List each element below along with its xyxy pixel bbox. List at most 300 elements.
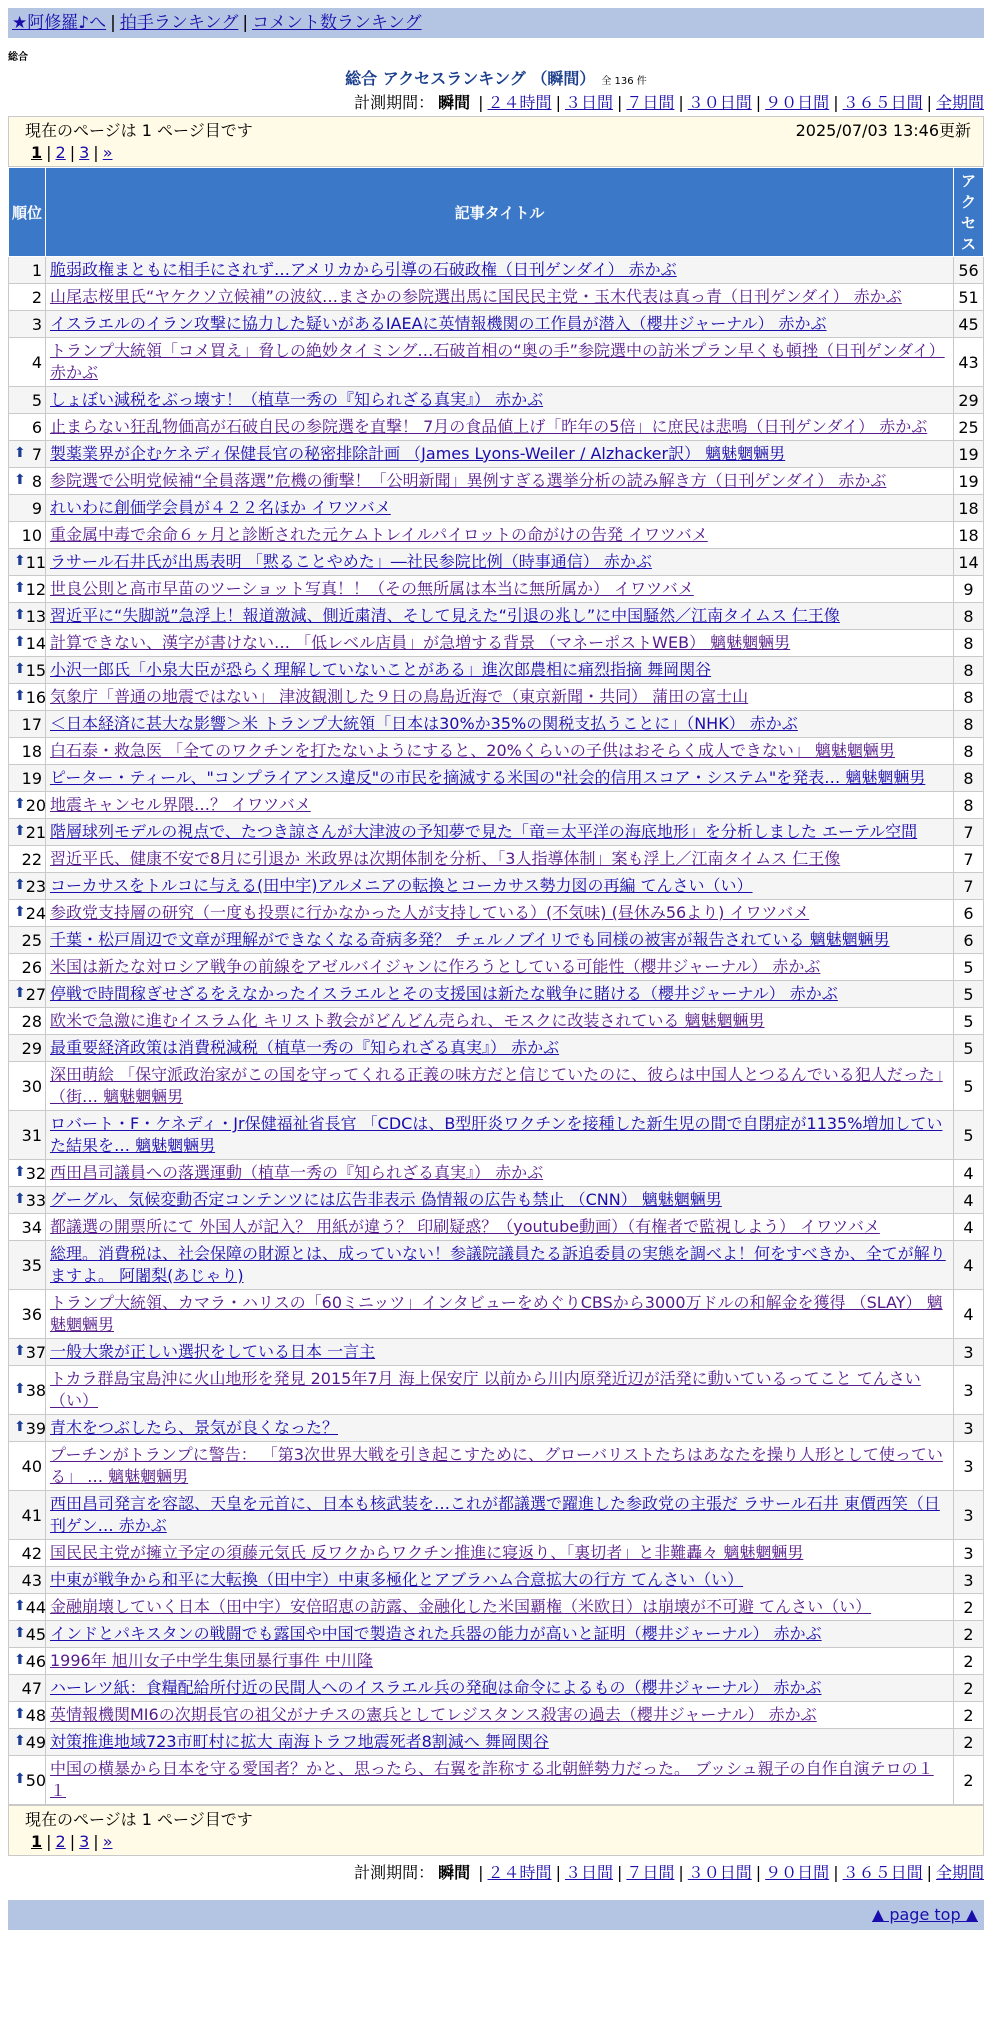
access-count: 3: [954, 1415, 984, 1442]
table-row: [9, 387, 984, 414]
access-count: 4: [954, 1290, 984, 1339]
table-row: [9, 765, 984, 792]
title-cell: [46, 630, 954, 657]
separator: |: [93, 1832, 99, 1851]
rank-number: 31: [21, 1125, 42, 1145]
article-link[interactable]: 地震キャンセル界隈…？ イワツバメ: [50, 795, 311, 814]
article-link[interactable]: 青木をつぶしたら、景気が良くなった？: [50, 1418, 339, 1437]
table-row: [9, 1241, 984, 1290]
access-count: 2: [954, 1675, 984, 1702]
article-link[interactable]: 中東が戦争から和平に大転換（田中宇）中東多極化とアブラハム合意拡大の行方 てんさい（い）: [50, 1570, 744, 1589]
table-row: [9, 441, 984, 468]
rank-number: 39: [25, 1418, 47, 1438]
table-row: [9, 549, 984, 576]
rank-number: 9: [31, 498, 42, 518]
top-nav-bar: [8, 8, 984, 38]
article-link[interactable]: トカラ群島宝島沖に火山地形を発見 2015年7月 海上保安庁 以前から川内原発近辺が活発に動いているってこと てんさい（い）: [50, 1369, 921, 1410]
article-link[interactable]: 一般大衆が正しい選択をしている日本 一言主: [50, 1342, 376, 1361]
rank-cell: [9, 1567, 46, 1594]
article-link[interactable]: 脆弱政権まともに相手にされず…アメリカから引導の石破政権（日刊ゲンダイ） 赤かぶ: [50, 260, 677, 279]
pager-bottom-page-3[interactable]: »: [102, 1832, 113, 1851]
article-link[interactable]: 習近平に“失脚説”急浮上！報道激減、側近粛清、そして見えた“引退の兆し”に中国騒然／江南タイムス 仁王像: [50, 606, 840, 625]
article-link[interactable]: 白石泰・救急医 「全てのワクチンを打たないようにすると、20%くらいの子供はおそらく成人できない」 魑魅魍魎男: [50, 741, 895, 760]
article-link[interactable]: イスラエルのイラン攻撃に協力した疑いがあるIAEAに英情報機関の工作員が潜入（櫻井ジャーナル） 赤かぶ: [50, 314, 827, 333]
link-comment-ranking[interactable]: コメント数ランキング: [252, 13, 422, 33]
rank-number: 46: [25, 1651, 47, 1671]
access-count: 2: [954, 1702, 984, 1729]
access-count: 4: [954, 1160, 984, 1187]
rank-number: 22: [21, 849, 42, 869]
rank-cell: [9, 630, 46, 657]
article-link[interactable]: 総理。消費税は、社会保障の財源とは、成っていない！参議院議員たる訴追委員の実態を調べよ！何をすべきか、全てが解りますよ。 阿闍梨(あじゃり): [50, 1244, 946, 1285]
separator: |: [555, 1863, 561, 1882]
pager-bottom: [25, 1831, 971, 1855]
rank-number: 43: [21, 1570, 42, 1590]
table-row: [9, 1035, 984, 1062]
rank-up-arrow-icon: ⬆: [14, 903, 26, 920]
article-link[interactable]: れいわに創価学会員が４２２名ほか イワツバメ: [50, 498, 391, 517]
rank-cell: [9, 1062, 46, 1111]
title-cell: [46, 338, 954, 387]
access-count: 4: [954, 1214, 984, 1241]
access-count: 19: [954, 441, 984, 468]
table-row: [9, 1729, 984, 1756]
access-count: 18: [954, 522, 984, 549]
article-link[interactable]: トランプ大統領「コメ買え」脅しの絶妙タイミング…石破首相の“奥の手”参院選中の訪米プラン早くも頓挫（日刊ゲンダイ） 赤かぶ: [50, 341, 945, 382]
rank-cell: [9, 311, 46, 338]
article-link[interactable]: 階層球列モデルの視点で、たつき諒さんが大津波の予知夢で見た「竜＝太平洋の海底地形」を分析しました エーテル空間: [50, 822, 918, 841]
rank-number: 7: [31, 444, 42, 464]
rank-number: 23: [25, 876, 47, 896]
title-cell: [46, 1187, 954, 1214]
article-link[interactable]: 止まらない狂乱物価高が石破自民の参院選を直撃！ 7月の食品値上げ「昨年の5倍」に庶民は悲鳴（日刊ゲンダイ） 赤かぶ: [50, 417, 928, 436]
table-row: [9, 927, 984, 954]
pager-bottom-current-page: 1: [31, 1832, 43, 1851]
rank-cell: [9, 1339, 46, 1366]
table-row: [9, 1290, 984, 1339]
rank-up-arrow-icon: ⬆: [14, 1597, 26, 1614]
rank-cell: [9, 873, 46, 900]
title-cell: [46, 1648, 954, 1675]
article-link[interactable]: ピーター・ティール、"コンプライアンス違反"の市民を摘滅する米国の"社会的信用スコア・システム"を発表… 魑魅魍魎男: [50, 768, 926, 787]
rank-number: 42: [21, 1543, 42, 1563]
access-count: 8: [954, 792, 984, 819]
header-title: 記事タイトル: [46, 168, 954, 257]
rank-up-arrow-icon: ⬆: [14, 984, 26, 1001]
article-link[interactable]: 小沢一郎氏「小泉大臣が恐らく理解していないことがある」進次郎農相に痛烈指摘 舞岡関谷: [50, 660, 712, 679]
table-row: [9, 792, 984, 819]
article-link[interactable]: グーグル、気候変動否定コンテンツには広告非表示 偽情報の広告も禁止 （CNN） 魑魅魍魎男: [50, 1190, 722, 1209]
article-link[interactable]: コーカサスをトルコに与える(田中宇)アルメニアの転換とコーカサス勢力図の再編 てんさい（い）: [50, 876, 753, 895]
period-bottom-link-4[interactable]: ９０日間: [765, 1863, 830, 1882]
rank-number: 49: [25, 1732, 47, 1752]
access-count: 7: [954, 846, 984, 873]
rank-up-arrow-icon: ⬆: [14, 1770, 26, 1787]
rank-number: 19: [21, 768, 42, 788]
table-row: [9, 738, 984, 765]
article-link[interactable]: 世良公則と高市早苗のツーショット写真！！（その無所属は本当に無所属か） イワツバメ: [50, 579, 694, 598]
separator: |: [926, 1863, 932, 1882]
period-current: 瞬間: [438, 93, 471, 112]
access-count: 3: [954, 1540, 984, 1567]
title-cell: [46, 900, 954, 927]
ranking-table: [8, 167, 984, 1805]
rank-number: 32: [25, 1163, 47, 1183]
rank-number: 50: [25, 1770, 47, 1790]
article-link[interactable]: トランプ大統領、カマラ・ハリスの「60ミニッツ」インタビューをめぐりCBSから3000万ドルの和解金を獲得 （SLAY） 魑魅魍魎男: [50, 1293, 943, 1334]
rank-cell: [9, 1415, 46, 1442]
rank-cell: [9, 1491, 46, 1540]
rank-number: 21: [25, 822, 47, 842]
rank-cell: [9, 1290, 46, 1339]
rank-number: 48: [25, 1705, 47, 1725]
article-link[interactable]: ＜日本経済に甚大な影響＞米 トランプ大統領「日本は30%か35%の関税支払うことに」（NHK） 赤かぶ: [50, 714, 798, 733]
table-row: [9, 954, 984, 981]
bottom-bar: [8, 1900, 984, 1930]
rank-up-arrow-icon: ⬆: [14, 1651, 26, 1668]
article-link[interactable]: 参政党支持層の研究（一度も投票に行かなかった人が支持している）(不気味) (昼休み56より) イワツバメ: [50, 903, 810, 922]
rank-cell: [9, 1241, 46, 1290]
period-bottom-link-2[interactable]: ７日間: [626, 1863, 675, 1882]
article-link[interactable]: 国民民主党が擁立予定の須藤元気氏 反ワクからワクチン推進に寝返り、「裏切者」と非難轟々 魑魅魍魎男: [50, 1543, 804, 1562]
article-link[interactable]: 欧米で急激に進むイスラム化 キリスト教会がどんどん売られ、モスクに改装されている 魑魅魍魎男: [50, 1011, 765, 1030]
separator: |: [69, 1832, 76, 1851]
rank-number: 28: [21, 1011, 42, 1031]
access-count: 51: [954, 284, 984, 311]
table-row: [9, 819, 984, 846]
article-link[interactable]: インドとパキスタンの戦闘でも露国や中国で製造された兵器の能力が高いと証明（櫻井ジャーナル） 赤かぶ: [50, 1624, 822, 1643]
period-bottom-link-0[interactable]: ２４時間: [487, 1863, 552, 1882]
title-cell: [46, 1567, 954, 1594]
pager-page-2[interactable]: 3: [79, 143, 90, 162]
table-row: [9, 1062, 984, 1111]
link-asyura-home[interactable]: ★阿修羅♪へ: [12, 13, 107, 33]
separator: |: [46, 143, 52, 162]
rank-cell: [9, 1008, 46, 1035]
rank-number: 45: [25, 1624, 47, 1644]
title-cell: [46, 1290, 954, 1339]
rank-cell: [9, 1160, 46, 1187]
access-count: 3: [954, 1339, 984, 1366]
header-access: アクセス: [954, 168, 984, 257]
rank-cell: [9, 1035, 46, 1062]
rank-cell: [9, 738, 46, 765]
title-cell: [46, 927, 954, 954]
period-bottom-link-5[interactable]: ３６５日間: [842, 1863, 923, 1882]
period-link-6[interactable]: 全期間: [935, 93, 984, 112]
access-count: 8: [954, 738, 984, 765]
separator: |: [93, 143, 99, 162]
table-row: [9, 1567, 984, 1594]
rank-number: 10: [21, 525, 42, 545]
title-cell: [46, 738, 954, 765]
pager-bottom-page-1[interactable]: 2: [55, 1832, 66, 1851]
table-row: [9, 1648, 984, 1675]
rank-up-arrow-icon: ⬆: [14, 1342, 26, 1359]
rank-number: 33: [25, 1190, 47, 1210]
article-link[interactable]: 西田昌司議員への落選運動（植草一秀の『知られざる真実』） 赤かぶ: [50, 1163, 544, 1182]
rank-cell: [9, 414, 46, 441]
separator: |: [478, 93, 484, 112]
article-link[interactable]: 対策推進地域723市町村に拡大 南海トラフ地震死者8割減へ 舞岡関谷: [50, 1732, 549, 1751]
total-count: 全 136 件: [601, 76, 647, 87]
article-link[interactable]: 米国は新たな対ロシア戦争の前線をアゼルバイジャンに作ろうとしている可能性（櫻井ジャーナル） 赤かぶ: [50, 957, 821, 976]
table-row: [9, 873, 984, 900]
access-count: 5: [954, 1008, 984, 1035]
updated-timestamp: 2025/07/03 13:46更新: [795, 121, 971, 140]
rank-up-arrow-icon: ⬆: [14, 471, 26, 488]
rank-number: 47: [21, 1678, 42, 1698]
access-count: 3: [954, 1366, 984, 1415]
access-count: 5: [954, 1062, 984, 1111]
pager-page-1[interactable]: 2: [55, 143, 66, 162]
rank-cell: [9, 1756, 46, 1805]
page-top-link[interactable]: ▲ page top ▲: [871, 1905, 978, 1924]
article-link[interactable]: ハーレツ紙：食糧配給所付近の民間人へのイスラエル兵の発砲は命令によるもの（櫻井ジャーナル） 赤かぶ: [50, 1678, 822, 1697]
table-row: [9, 711, 984, 738]
article-link[interactable]: 製薬業界が企むケネディ保健長官の秘密排除計画 （James Lyons-Weiler / Alzhacker訳） 魑魅魍魎男: [50, 444, 786, 463]
title-cell: [46, 1729, 954, 1756]
rank-number: 5: [31, 390, 42, 410]
pagination-box-top: [8, 116, 984, 167]
article-link[interactable]: ロバート・F・ケネディ・Jr保健福祉省長官 「CDCは、B型肝炎ワクチンを接種した新生児の間で自閉症が1135%増加していた結果を… 魑魅魍魎男: [50, 1114, 943, 1155]
period-selector-bottom: [8, 1860, 984, 1886]
table-row: [9, 1540, 984, 1567]
title-cell: [46, 1415, 954, 1442]
period-link-5[interactable]: ３６５日間: [842, 93, 923, 112]
separator: |: [755, 1863, 762, 1882]
access-count: 29: [954, 387, 984, 414]
title-cell: [46, 1540, 954, 1567]
article-link[interactable]: 西田昌司発言を容認、天皇を元首に、日本も核武装を…これが都議選で躍進した参政党の主張だ ラサール石井 東價西笑（日刊ゲン… 赤かぶ: [50, 1494, 940, 1535]
rank-cell: [9, 284, 46, 311]
rank-number: 37: [25, 1342, 47, 1362]
article-link[interactable]: 停戦で時間稼ぎせざるをえなかったイスラエルとその支援国は新たな戦争に賭ける（櫻井ジャーナル） 赤かぶ: [50, 984, 838, 1003]
access-count: 3: [954, 1442, 984, 1491]
article-link[interactable]: 習近平氏、健康不安で8月に引退か 米政界は次期体制を分析、「3人指導体制」案も浮上／江南タイムス 仁王像: [50, 849, 841, 868]
table-row: [9, 846, 984, 873]
article-link[interactable]: 千葉・松戸周辺で文章が理解ができなくなる奇病多発？ チェルノブイリでも同様の被害が報告されている 魑魅魍魎男: [50, 930, 890, 949]
article-link[interactable]: 深田萌絵 「保守派政治家がこの国を守ってくれる正義の味方だと信じていたのに、彼らは中国人とつるんでいる犯人だった」（街… 魑魅魍魎男: [50, 1065, 943, 1106]
title-cell: [46, 414, 954, 441]
rank-number: 25: [21, 930, 42, 950]
rank-cell: [9, 576, 46, 603]
period-bottom-current: 瞬間: [438, 1863, 471, 1882]
rank-up-arrow-icon: ⬆: [14, 444, 26, 461]
rank-up-arrow-icon: ⬆: [14, 1190, 26, 1207]
period-bottom-label: 計測期間：: [354, 1863, 435, 1882]
rank-number: 44: [25, 1597, 47, 1617]
access-count: 25: [954, 414, 984, 441]
rank-cell: [9, 1366, 46, 1415]
link-clap-ranking[interactable]: 拍手ランキング: [119, 13, 239, 33]
pager: [25, 142, 971, 166]
article-link[interactable]: 都議選の開票所にて 外国人が記入？ 用紙が違う？ 印刷疑惑？（youtube動画）（有権者で監視しよう） イワツバメ: [50, 1217, 880, 1236]
access-count: 8: [954, 684, 984, 711]
rank-number: 20: [25, 795, 47, 815]
rank-cell: [9, 1594, 46, 1621]
table-row: [9, 1594, 984, 1621]
table-row: [9, 603, 984, 630]
access-count: 3: [954, 1491, 984, 1540]
rank-cell: [9, 1214, 46, 1241]
period-link-4[interactable]: ９０日間: [765, 93, 830, 112]
article-link[interactable]: ラサール石井氏が出馬表明 「黙ることやめた」―社民参院比例（時事通信） 赤かぶ: [50, 552, 652, 571]
table-row: [9, 684, 984, 711]
rank-number: 17: [21, 714, 42, 734]
title-cell: [46, 981, 954, 1008]
title-cell: [46, 657, 954, 684]
article-link[interactable]: しょぼい減税をぶっ壊す！（植草一秀の『知られざる真実』） 赤かぶ: [50, 390, 544, 409]
table-row: [9, 468, 984, 495]
rank-number: 40: [21, 1456, 42, 1476]
table-row: [9, 1214, 984, 1241]
rank-up-arrow-icon: ⬆: [14, 1418, 26, 1435]
access-count: 5: [954, 1035, 984, 1062]
title-cell: [46, 522, 954, 549]
title-cell: [46, 873, 954, 900]
table-row: [9, 1415, 984, 1442]
table-row: [9, 311, 984, 338]
table-row: [9, 1442, 984, 1491]
period-link-1[interactable]: ３日間: [564, 93, 613, 112]
rank-cell: [9, 522, 46, 549]
article-link[interactable]: 1996年 旭川女子中学生集団暴行事件 中川隆: [50, 1651, 373, 1670]
rank-up-arrow-icon: ⬆: [14, 633, 26, 650]
rank-number: 38: [25, 1380, 47, 1400]
table-row: [9, 1111, 984, 1160]
rank-cell: [9, 468, 46, 495]
rank-up-arrow-icon: ⬆: [14, 552, 26, 569]
access-count: 4: [954, 1187, 984, 1214]
access-count: 56: [954, 257, 984, 284]
title-cell: [46, 1594, 954, 1621]
table-row: [9, 257, 984, 284]
pager-bottom-page-2[interactable]: 3: [79, 1832, 90, 1851]
rank-number: 3: [31, 314, 42, 334]
access-count: 2: [954, 1729, 984, 1756]
rank-cell: [9, 846, 46, 873]
rank-cell: [9, 1702, 46, 1729]
access-count: 18: [954, 495, 984, 522]
period-bottom-link-3[interactable]: ３０日間: [687, 1863, 752, 1882]
pager-page-3[interactable]: »: [102, 143, 113, 162]
separator: |: [46, 1832, 52, 1851]
rank-cell: [9, 603, 46, 630]
rank-cell: [9, 1540, 46, 1567]
rank-number: 34: [21, 1217, 42, 1237]
rank-number: 4: [31, 352, 42, 372]
rank-up-arrow-icon: ⬆: [14, 1705, 26, 1722]
article-link[interactable]: 重金属中毒で余命６ヶ月と診断された元ケムトレイルパイロットの命がけの告発 イワツバメ: [50, 525, 708, 544]
access-count: 8: [954, 657, 984, 684]
access-count: 2: [954, 1756, 984, 1805]
period-link-0[interactable]: ２４時間: [487, 93, 552, 112]
title-cell: [46, 468, 954, 495]
period-link-2[interactable]: ７日間: [626, 93, 675, 112]
article-link[interactable]: 山尾志桜里氏“ヤケクソ立候補”の波紋…まさかの参院選出馬に国民民主党・玉木代表は真っ青（日刊ゲンダイ） 赤かぶ: [50, 287, 902, 306]
title-cell: [46, 1062, 954, 1111]
access-count: 9: [954, 576, 984, 603]
rank-cell: [9, 954, 46, 981]
page-title: [8, 68, 984, 90]
rank-cell: [9, 257, 46, 284]
article-link[interactable]: 最重要経済政策は消費税減税（植草一秀の『知られざる真実』） 赤かぶ: [50, 1038, 560, 1057]
table-row: [9, 1702, 984, 1729]
rank-up-arrow-icon: ⬆: [14, 1732, 26, 1749]
access-count: 3: [954, 1567, 984, 1594]
rank-cell: [9, 927, 46, 954]
period-bottom-link-6[interactable]: 全期間: [935, 1863, 984, 1882]
rank-number: 6: [31, 417, 42, 437]
table-row: [9, 900, 984, 927]
title-cell: [46, 387, 954, 414]
table-row: [9, 495, 984, 522]
rank-number: 12: [25, 579, 47, 599]
access-count: 8: [954, 630, 984, 657]
table-row: [9, 414, 984, 441]
separator: |: [69, 143, 76, 162]
article-link[interactable]: 参院選で公明党候補“全員落選”危機の衝撃！「公明新聞」異例すぎる選挙分析の読み解き方（日刊ゲンダイ） 赤かぶ: [50, 471, 887, 490]
title-cell: [46, 1160, 954, 1187]
rank-number: 1: [31, 260, 42, 280]
period-bottom-link-1[interactable]: ３日間: [564, 1863, 613, 1882]
separator: |: [926, 93, 932, 112]
rank-number: 18: [21, 741, 42, 761]
separator: |: [833, 1863, 839, 1882]
rank-cell: [9, 1729, 46, 1756]
title-cell: [46, 954, 954, 981]
article-link[interactable]: 計算できない、漢字が書けない… 「低レベル店員」が急増する背景 （マネーポストWEB） 魑魅魍魎男: [50, 633, 791, 652]
article-link[interactable]: 中国の横暴から日本を守る愛国者？かと、思ったら、右翼を詐称する北朝鮮勢力だった。 ブッシュ親子の自作自演テロの１１: [50, 1759, 934, 1800]
rank-cell: [9, 981, 46, 1008]
table-row: [9, 657, 984, 684]
rank-cell: [9, 1187, 46, 1214]
title-cell: [46, 1008, 954, 1035]
rank-number: 13: [25, 606, 47, 626]
rank-cell: [9, 684, 46, 711]
rank-up-arrow-icon: ⬆: [14, 822, 26, 839]
title-cell: [46, 549, 954, 576]
rank-number: 24: [25, 903, 47, 923]
rank-up-arrow-icon: ⬆: [14, 660, 26, 677]
rank-number: 27: [25, 984, 47, 1004]
title-cell: [46, 846, 954, 873]
period-label: 計測期間：: [354, 93, 435, 112]
title-cell: [46, 441, 954, 468]
rank-number: 41: [21, 1505, 42, 1525]
article-link[interactable]: 英情報機関MI6の次期長官の祖父がナチスの憲兵としてレジスタンス殺害の過去（櫻井ジャーナル） 赤かぶ: [50, 1705, 817, 1724]
access-count: 7: [954, 819, 984, 846]
access-count: 2: [954, 1648, 984, 1675]
access-count: 45: [954, 311, 984, 338]
table-row: [9, 981, 984, 1008]
access-count: 5: [954, 981, 984, 1008]
page-title-text: 総合 アクセスランキング （瞬間）: [345, 69, 596, 88]
title-cell: [46, 1621, 954, 1648]
title-cell: [46, 711, 954, 738]
article-link[interactable]: 金融崩壊していく日本（田中宇）安倍昭恵の訪露、金融化した米国覇権（米欧日）は崩壊が不可避 てんさい（い）: [50, 1597, 872, 1616]
article-link[interactable]: 気象庁「普通の地震ではない」 津波観測した９日の鳥島近海で（東京新聞・共同） 蒲田の富士山: [50, 687, 749, 706]
rank-up-arrow-icon: ⬆: [14, 876, 26, 893]
period-link-3[interactable]: ３０日間: [687, 93, 752, 112]
title-cell: [46, 1111, 954, 1160]
title-cell: [46, 1339, 954, 1366]
separator: |: [678, 1863, 684, 1882]
rank-cell: [9, 900, 46, 927]
title-cell: [46, 1675, 954, 1702]
article-link[interactable]: プーチンがトランプに警告： 「第3次世界大戦を引き起こすために、グローバリストたちはあなたを操り人形として使っている」 … 魑魅魍魎男: [50, 1445, 943, 1486]
